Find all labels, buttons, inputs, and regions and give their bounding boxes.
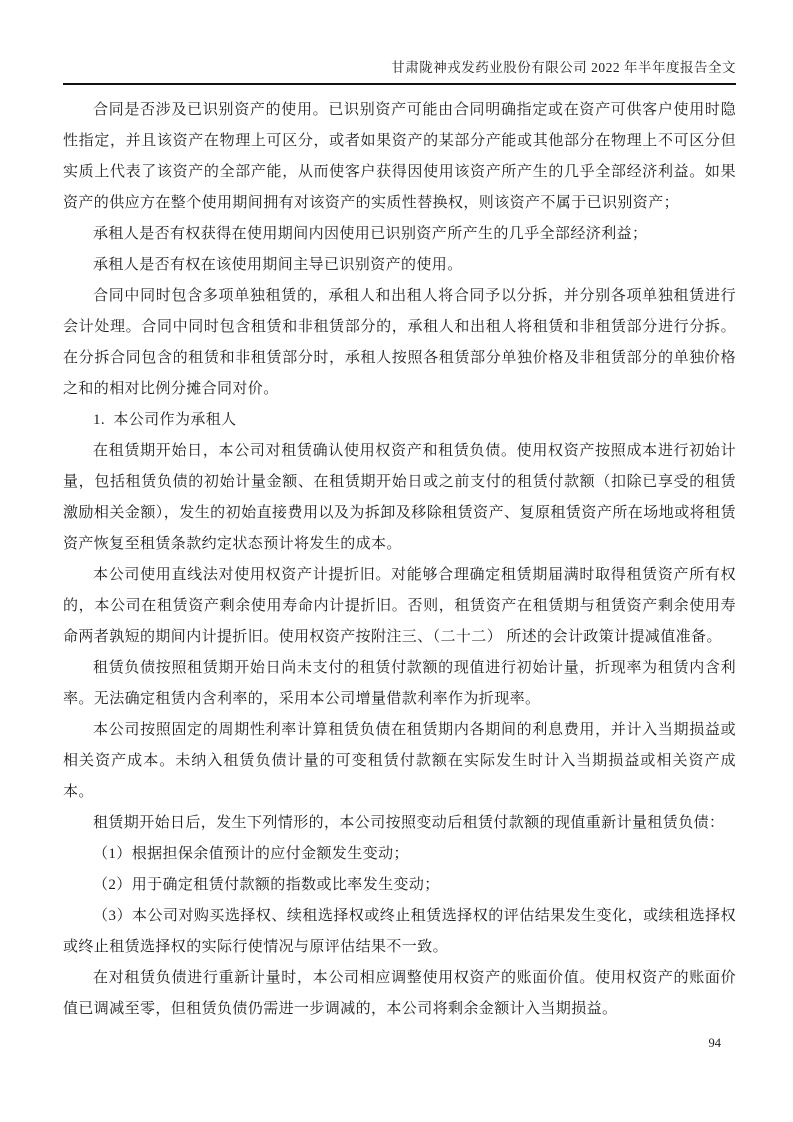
paragraph-lessee-economic-benefit: 承租人是否有权获得在使用期间内因使用已识别资产所产生的几乎全部经济利益； xyxy=(93,226,648,242)
list-item-3-option-assessment: （3）本公司对购买选择权、续租选择权或终止租赁选择权的评估结果发生变化，或续租选择权或终止租赁选择权的实际行使情况与原评估结果不一致。 xyxy=(63,908,736,955)
paragraph-lease-liability-discount: 租赁负债按照租赁期开始日尚未支付的租赁付款额的现值进行初始计量，折现率为租赁内含利率。无法确定租赁内含利率的，采用本公司增量借款利率作为折现率。 xyxy=(63,660,736,707)
paragraph-remeasurement-intro: 租赁期开始日后，发生下列情形的，本公司按照变动后租赁付款额的现值重新计量租赁负债： xyxy=(93,815,725,831)
paragraph-carrying-amount-adjust: 在对租赁负债进行重新计量时，本公司相应调整使用权资产的账面价值。使用权资产的账面价值已调减至零，但租赁负债仍需进一步调减的，本公司将剩余金额计入当期损益。 xyxy=(63,970,736,1017)
page-number: 94 xyxy=(708,1036,721,1050)
paragraph-contract-separation: 合同中同时包含多项单独租赁的，承租人和出租人将合同予以分拆，并分别各项单独租赁进行会计处理。合同中同时包含租赁和非租赁部分的，承租人和出租人将租赁和非租赁部分进行分拆。在分拆合同包含的租赁和非租赁部分时，承租人按照各租赁部分单独价格及非租赁部分的单独价格之和的相对比例分摊合同对价。 xyxy=(63,288,736,397)
document-body xyxy=(63,95,736,1025)
page-header-title: 甘肃陇神戎发药业股份有限公司 2022 年半年度报告全文 xyxy=(63,56,736,85)
paragraph-lessee-direct-use: 承租人是否有权在该使用期间主导已识别资产的使用。 xyxy=(93,257,463,273)
paragraph-identified-asset-use: 合同是否涉及已识别资产的使用。已识别资产可能由合同明确指定或在资产可供客户使用时隐性指定，并且该资产在物理上可区分，或者如果资产的某部分产能或其他部分在物理上不可区分但实质上代表了该资产的全部产能，从而使客户获得因使用该资产所产生的几乎全部经济利益。如果资产的供应方在整个使用期间拥有对该资产的实质性替换权，则该资产不属于已识别资产； xyxy=(63,102,736,211)
paragraph-initial-measurement: 在租赁期开始日，本公司对租赁确认使用权资产和租赁负债。使用权资产按照成本进行初始计量，包括租赁负债的初始计量金额、在租赁期开始日或之前支付的租赁付款额（扣除已享受的租赁激励相关金额），发生的初始直接费用以及为拆卸及移除租赁资产、复原租赁资产所在场地或将租赁资产恢复至租赁条款约定状态预计将发生的成本。 xyxy=(63,443,736,552)
paragraph-depreciation-policy: 本公司使用直线法对使用权资产计提折旧。对能够合理确定租赁期届满时取得租赁资产所有权的，本公司在租赁资产剩余使用寿命内计提折旧。否则，租赁资产在租赁期与租赁资产剩余使用寿命两者孰短的期间内计提折旧。使用权资产按附注三、（二十二） 所述的会计政策计提减值准备。 xyxy=(63,567,736,645)
list-item-1-guaranteed-residual: （1）根据担保余值预计的应付金额发生变动； xyxy=(93,846,409,862)
numbered-heading-company-as-lessee: 1. 本公司作为承租人 xyxy=(93,412,237,428)
list-item-2-index-rate-change: （2）用于确定租赁付款额的指数或比率发生变动； xyxy=(93,877,440,893)
paragraph-periodic-interest: 本公司按照固定的周期性利率计算租赁负债在租赁期内各期间的利息费用，并计入当期损益或相关资产成本。未纳入租赁负债计量的可变租赁付款额在实际发生时计入当期损益或相关资产成本。 xyxy=(63,722,736,800)
